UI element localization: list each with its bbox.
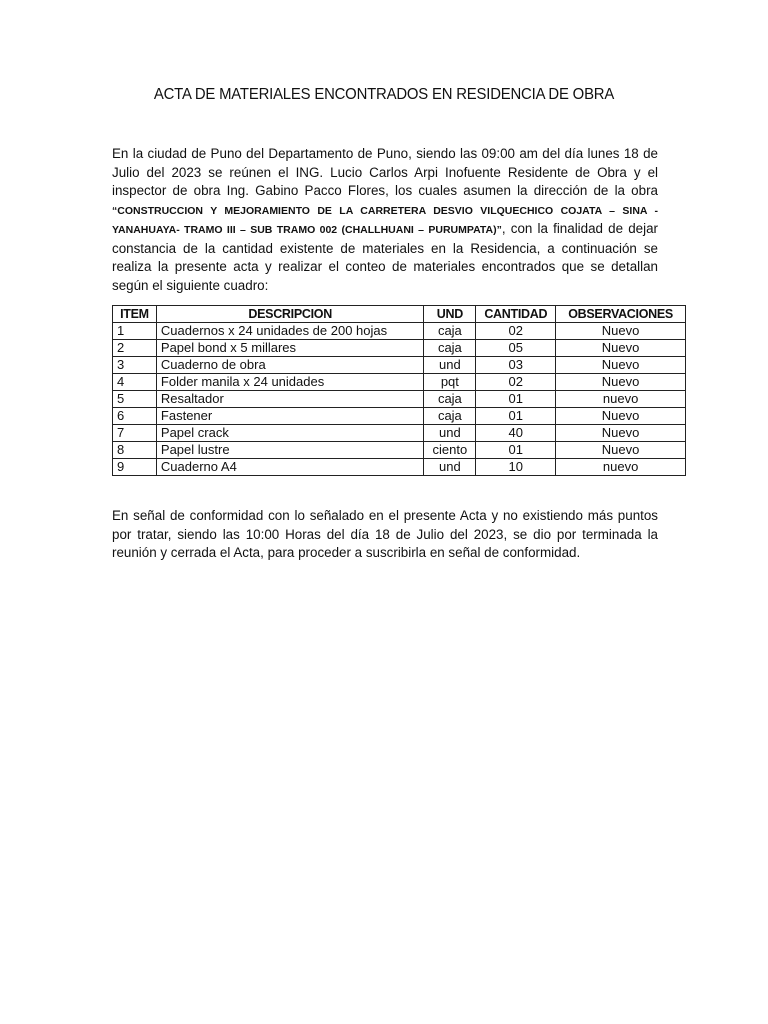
intro-paragraph — [112, 145, 658, 295]
cell-item: 5 — [113, 391, 157, 408]
cell-observaciones: nuevo — [556, 459, 686, 476]
cell-item: 6 — [113, 408, 157, 425]
cell-item: 8 — [113, 442, 157, 459]
header-item: ITEM — [113, 306, 157, 323]
project-name: “CONSTRUCCION Y MEJORAMIENTO DE LA CARRETERA DESVIO VILQUECHICO COJATA – SINA - YANAHUAYA- TRAMO III – SUB TRAMO 002 (CHALLHUANI – PURUMPATA)” — [112, 204, 658, 236]
cell-item: 3 — [113, 357, 157, 374]
cell-descripcion: Papel bond x 5 millares — [156, 340, 424, 357]
cell-observaciones: Nuevo — [556, 357, 686, 374]
cell-item: 4 — [113, 374, 157, 391]
cell-item: 7 — [113, 425, 157, 442]
materials-table — [112, 305, 686, 476]
table-row — [113, 391, 686, 408]
table-header-row — [113, 306, 686, 323]
cell-cantidad: 05 — [476, 340, 556, 357]
table-row — [113, 357, 686, 374]
cell-und: caja — [424, 391, 476, 408]
table-row — [113, 323, 686, 340]
cell-cantidad: 10 — [476, 459, 556, 476]
cell-observaciones: Nuevo — [556, 425, 686, 442]
cell-item: 2 — [113, 340, 157, 357]
cell-observaciones: Nuevo — [556, 408, 686, 425]
cell-descripcion: Papel lustre — [156, 442, 424, 459]
cell-descripcion: Cuaderno de obra — [156, 357, 424, 374]
table-row — [113, 374, 686, 391]
table-row — [113, 408, 686, 425]
cell-observaciones: Nuevo — [556, 323, 686, 340]
header-descripcion: DESCRIPCION — [156, 306, 424, 323]
intro-text-part1: En la ciudad de Puno del Departamento de Puno, siendo las 09:00 am del día lunes 18 de Julio del 2023 se reúnen el ING. Lucio Carlos Arpi Inofuente Residente de Obra y el inspector de obra Ing. Gabino Pacco Flores, los cuales asumen la dirección de la obra — [112, 146, 658, 198]
table-row — [113, 340, 686, 357]
cell-cantidad: 01 — [476, 408, 556, 425]
cell-descripcion: Folder manila x 24 unidades — [156, 374, 424, 391]
document-title: ACTA DE MATERIALES ENCONTRADOS EN RESIDENCIA DE OBRA — [153, 86, 615, 103]
cell-cantidad: 03 — [476, 357, 556, 374]
header-und: UND — [424, 306, 476, 323]
cell-cantidad: 02 — [476, 323, 556, 340]
cell-und: ciento — [424, 442, 476, 459]
cell-und: caja — [424, 340, 476, 357]
header-cantidad: CANTIDAD — [476, 306, 556, 323]
header-observaciones: OBSERVACIONES — [556, 306, 686, 323]
cell-und: und — [424, 459, 476, 476]
cell-item: 9 — [113, 459, 157, 476]
cell-descripcion: Cuaderno A4 — [156, 459, 424, 476]
cell-cantidad: 02 — [476, 374, 556, 391]
cell-descripcion: Fastener — [156, 408, 424, 425]
cell-observaciones: Nuevo — [556, 340, 686, 357]
cell-und: pqt — [424, 374, 476, 391]
intro-text-part2: , con la finalidad de dejar constancia de la cantidad existente de materiales en la Residencia, a continuación se realiza la presente acta y realizar el conteo de materiales encontrados que se detallan según el siguiente cuadro: — [112, 221, 658, 293]
cell-descripcion: Papel crack — [156, 425, 424, 442]
closing-paragraph: En señal de conformidad con lo señalado en el presente Acta y no existiendo más puntos por tratar, siendo las 10:00 Horas del día 18 de Julio del 2023, se dio por terminada la reunión y cerrada el Acta, para proceder a suscribirla en señal de conformidad. — [112, 508, 658, 560]
cell-observaciones: nuevo — [556, 391, 686, 408]
cell-und: caja — [424, 323, 476, 340]
cell-descripcion: Resaltador — [156, 391, 424, 408]
cell-observaciones: Nuevo — [556, 442, 686, 459]
table-row — [113, 442, 686, 459]
cell-cantidad: 01 — [476, 391, 556, 408]
cell-descripcion: Cuadernos x 24 unidades de 200 hojas — [156, 323, 424, 340]
table-row — [113, 425, 686, 442]
cell-und: und — [424, 425, 476, 442]
cell-item: 1 — [113, 323, 157, 340]
cell-und: caja — [424, 408, 476, 425]
cell-observaciones: Nuevo — [556, 374, 686, 391]
cell-cantidad: 01 — [476, 442, 556, 459]
cell-cantidad: 40 — [476, 425, 556, 442]
table-row — [113, 459, 686, 476]
cell-und: und — [424, 357, 476, 374]
